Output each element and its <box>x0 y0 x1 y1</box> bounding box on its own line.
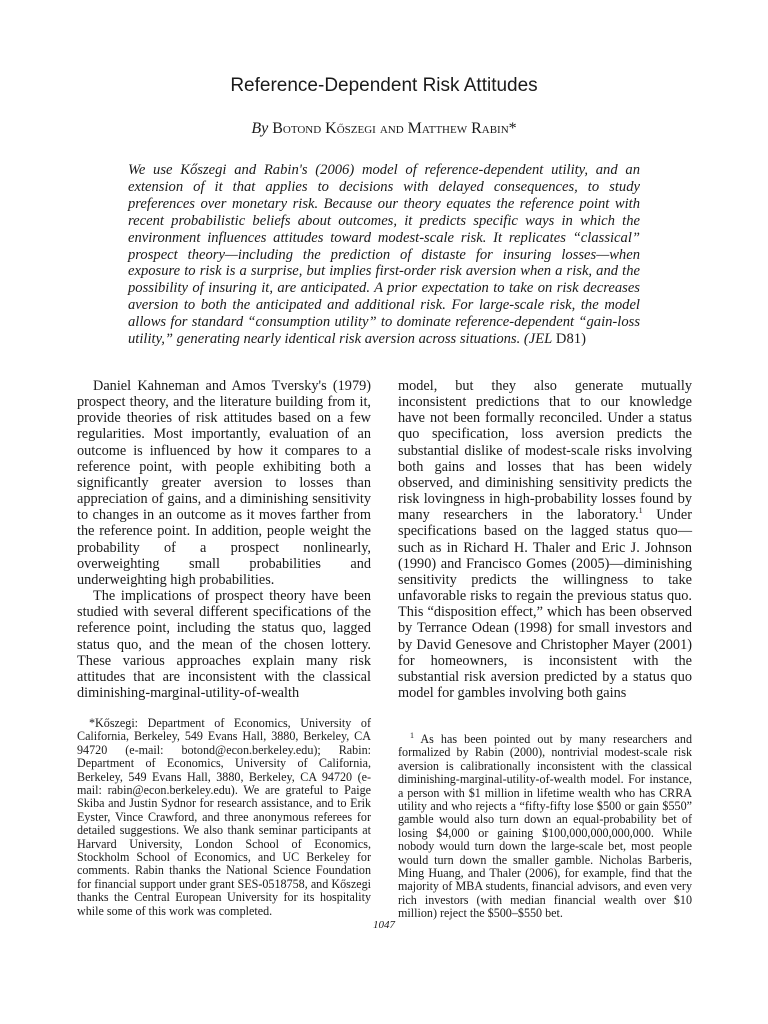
footnote-text: As has been pointed out by many researchers and formalized by Rabin (2000), nontrivial modest-scale risk aversion is calibrationally inconsistent with the classical diminishing-marginal-utility-of-wealth model. For instance, a person with $1 million in lifetime wealth who has CRRA utility and who rejects a “fifty-fifty lose $500 or gain $550” gamble would also turn down an equal-probability bet of losing $4,000 or gaining $100,000,000,000,000. While nobody would turn down the large-scale bet, most people would turn down the smaller gamble. Nicholas Barberis, Ming Huang, and Thaler (2006), for example, find that the majority of MBA students, financial advisors, and even very rich investors (with median financial wealth over $10 million) reject the $500–$550 bet. <box>398 732 692 921</box>
body-text: model, but they also generate mutually inconsistent predictions that to our knowledge have not been formally reconciled. Under a status quo specification, loss aversion predicts the substantial dislike of modest-scale risks involving both gains and losses that has been widely observed, and diminishing sensitivity predicts the risk lovingness in high-probability losses found by many researchers in the laboratory. <box>398 378 692 524</box>
footnote-star <box>77 717 371 918</box>
author-names: Botond Kőszegi and Matthew Rabin <box>272 120 509 137</box>
footnote-paragraph <box>398 730 692 921</box>
author-byline <box>0 120 768 138</box>
body-column-right <box>398 378 692 701</box>
body-paragraph: Daniel Kahneman and Amos Tversky's (1979) prospect theory, and the literature building from it, provide theories of risk attitudes based on a few regularities. Most importantly, evaluation of an outcome is influenced by how it compares to a reference point, with people exhibiting both a significantly greater aversion to losses than appreciation of gains, and a diminishing sensitivity to changes in an outcome as it moves farther from the reference point. In addition, people weight the probability of a prospect nonlinearly, overweighting small probabilities and underweighting high probabilities. <box>77 378 371 588</box>
footnote-text: *Kőszegi: Department of Economics, University of California, Berkeley, 549 Evans Hall, 3880, Berkeley, CA 94720 (e-mail: botond@econ.berkeley.edu); Rabin: Department of Economics, University of California, Berkeley, 549 Evans Hall, 3880, Berkeley, CA 94720 (e-mail: rabin@econ.berkeley.edu). We are grateful to Paige Skiba and Justin Sydnor for research assistance, and to Erik Eyster, Vince Crawford, and three anonymous referees for detailed suggestions. We also thank seminar participants at Harvard University, London School of Economics, Stockholm School of Economics, and UC Berkeley for comments. Rabin thanks the National Science Foundation for financial support under grant SES-0518758, and Kőszegi thanks the Central European University for its hospitality while some of this work was completed. <box>77 716 371 918</box>
body-paragraph: The implications of prospect theory have been studied with several different specifications of the reference point, including the status quo, lagged status quo, and the mean of the chosen lottery. These various approaches explain many risk attitudes that are inconsistent with the classical diminishing-marginal-utility-of-wealth <box>77 588 371 701</box>
paper-title: Reference-Dependent Risk Attitudes <box>230 75 538 96</box>
body-paragraph <box>398 378 692 701</box>
jel-label: JEL <box>528 331 553 348</box>
footnote-ref-1: 1 <box>638 506 643 516</box>
body-text: Under specifications based on the lagged status quo—such as in Richard H. Thaler and Eric J. Johnson (1990) and Francisco Gomes (2005)—diminishing sensitivity predicts the willingness to take unfavorable risks to regain the previous status quo. This “disposition effect,” which has been observed by Terrance Odean (1998) for small investors and by David Genesove and Christopher Mayer (2001) for homeowners, is inconsistent with the substantial risk aversion predicted by a status quo model for gambles involving both gains <box>398 507 692 701</box>
jel-code: D81) <box>552 331 586 348</box>
abstract-text: We use Kőszegi and Rabin's (2006) model of reference-dependent utility, and an extension of it that applies to decisions with delayed consequences, to study preferences over monetary risk. Because our theory equates the reference point with recent probabilistic beliefs about outcomes, it predicts specific ways in which the environment influences attitudes toward modest-scale risk. It replicates “classical” prospect theory—including the prediction of distaste for insuring losses—when exposure to risk is a surprise, but implies first-order risk aversion when a risk, and the possibility of insuring it, are anticipated. A prior expectation to take on risk decreases aversion to both the anticipated and additional risk. For large-scale risk, the model allows for standard “consumption utility” to dominate reference-dependent “gain-loss utility,” generating nearly identical risk aversion across situations. ( <box>128 162 640 348</box>
footnote-1-mark: 1 <box>410 730 414 740</box>
footnote-1 <box>398 730 692 921</box>
author-footnote-mark: * <box>508 120 517 137</box>
byline-by: By <box>251 120 269 137</box>
abstract <box>128 162 640 348</box>
page-number: 1047 <box>373 919 395 931</box>
body-column-left <box>77 378 371 701</box>
